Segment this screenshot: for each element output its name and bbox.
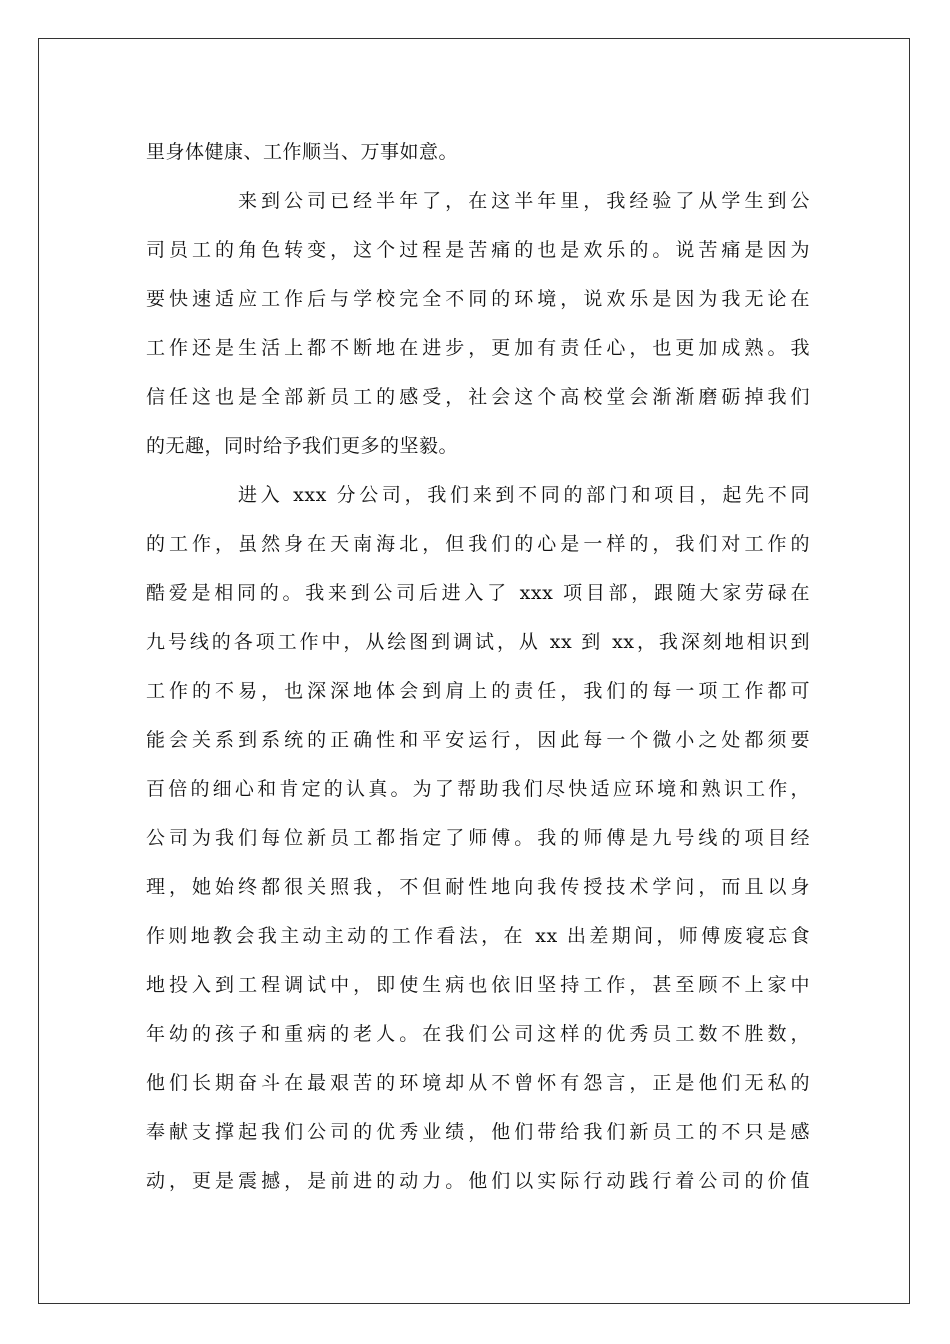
paragraph-line: 工作还是生活上都不断地在进步，更加有责任心，也更加成熟。我	[146, 337, 810, 359]
paragraph-line: 酷爱是相同的。我来到公司后进入了 xxx 项目部，跟随大家劳碌在	[146, 582, 810, 604]
paragraph-line: 公司为我们每位新员工都指定了师傅。我的师傅是九号线的项目经	[146, 827, 810, 849]
paragraph-line: 年幼的孩子和重病的老人。在我们公司这样的优秀员工数不胜数，	[146, 1023, 810, 1045]
paragraph-line: 工作的不易，也深深地体会到肩上的责任，我们的每一项工作都可	[146, 680, 810, 702]
paragraph-line: 信任这也是全部新员工的感受，社会这个高校堂会渐渐磨砺掉我们	[146, 386, 810, 408]
paragraph-line: 能会关系到系统的正确性和平安运行，因此每一个微小之处都须要	[146, 729, 810, 751]
paragraph-line: 的工作，虽然身在天南海北，但我们的心是一样的，我们对工作的	[146, 533, 810, 555]
document-body	[146, 128, 810, 1206]
paragraph-line: 九号线的各项工作中，从绘图到调试，从 xx 到 xx，我深刻地相识到	[146, 631, 810, 653]
paragraph-line: 的无趣，同时给予我们更多的坚毅。	[146, 435, 459, 457]
paragraph-line: 动，更是震撼，是前进的动力。他们以实际行动践行着公司的价值	[146, 1170, 810, 1192]
paragraph-line: 他们长期奋斗在最艰苦的环境却从不曾怀有怨言，正是他们无私的	[146, 1072, 810, 1094]
paragraph-line: 奉献支撑起我们公司的优秀业绩，他们带给我们新员工的不只是感	[146, 1121, 810, 1143]
paragraph-line: 理，她始终都很关照我，不但耐性地向我传授技术学问，而且以身	[146, 876, 810, 898]
paragraph-line: 司员工的角色转变，这个过程是苦痛的也是欢乐的。说苦痛是因为	[146, 239, 810, 261]
paragraph-line: 里身体健康、工作顺当、万事如意。	[146, 141, 459, 163]
paragraph-line: 要快速适应工作后与学校完全不同的环境，说欢乐是因为我无论在	[146, 288, 810, 310]
paragraph-line: 百倍的细心和肯定的认真。为了帮助我们尽快适应环境和熟识工作，	[146, 778, 810, 800]
paragraph-line: 进入 xxx 分公司，我们来到不同的部门和项目，起先不同	[238, 484, 810, 506]
paragraph-line: 地投入到工程调试中，即使生病也依旧坚持工作，甚至顾不上家中	[146, 974, 810, 996]
paragraph-line: 来到公司已经半年了，在这半年里，我经验了从学生到公	[238, 190, 810, 212]
paragraph-line: 作则地教会我主动主动的工作看法，在 xx 出差期间，师傅废寝忘食	[146, 925, 810, 947]
